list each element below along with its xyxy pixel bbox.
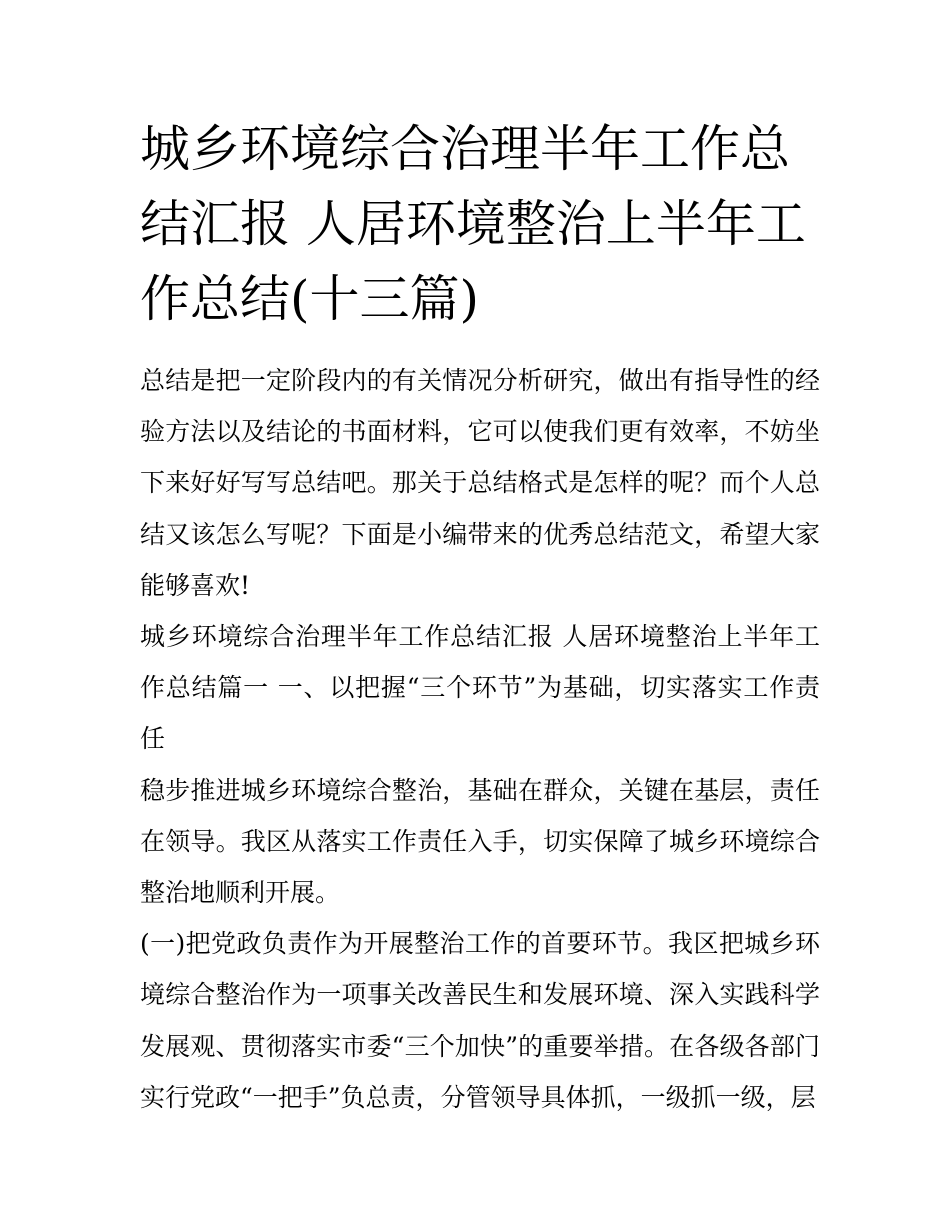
paragraph-party-leadership: (一)把党政负责作为开展整治工作的首要环节。我区把城乡环境综合整治作为一项事关改善民生和发展环境、深入实践科学发展观、贯彻落实市委“三个加快”的重要举措。在各级各部门实行党政“一把手”负总责，分管领导具体抓，一级抓一级，层	[140, 929, 820, 1112]
paragraph-section-heading: 城乡环境综合治理半年工作总结汇报 人居环境整治上半年工作总结篇一 一、以把握“三个环节”为基础，切实落实工作责任	[140, 622, 820, 754]
document-body	[140, 355, 820, 1123]
paragraph-responsibility: 稳步推进城乡环境综合整治，基础在群众，关键在基层，责任在领导。我区从落实工作责任入手，切实保障了城乡环境综合整治地顺利开展。	[140, 775, 820, 908]
document-title: 城乡环境综合治理半年工作总结汇报 人居环境整治上半年工作总结(十三篇)	[140, 120, 806, 328]
paragraph-intro: 总结是把一定阶段内的有关情况分析研究，做出有指导性的经验方法以及结论的书面材料，它可以使我们更有效率，不妨坐下来好好写写总结吧。那关于总结格式是怎样的呢？而个人总结又该怎么写呢？下面是小编带来的优秀总结范文，希望大家能够喜欢!	[140, 366, 820, 600]
